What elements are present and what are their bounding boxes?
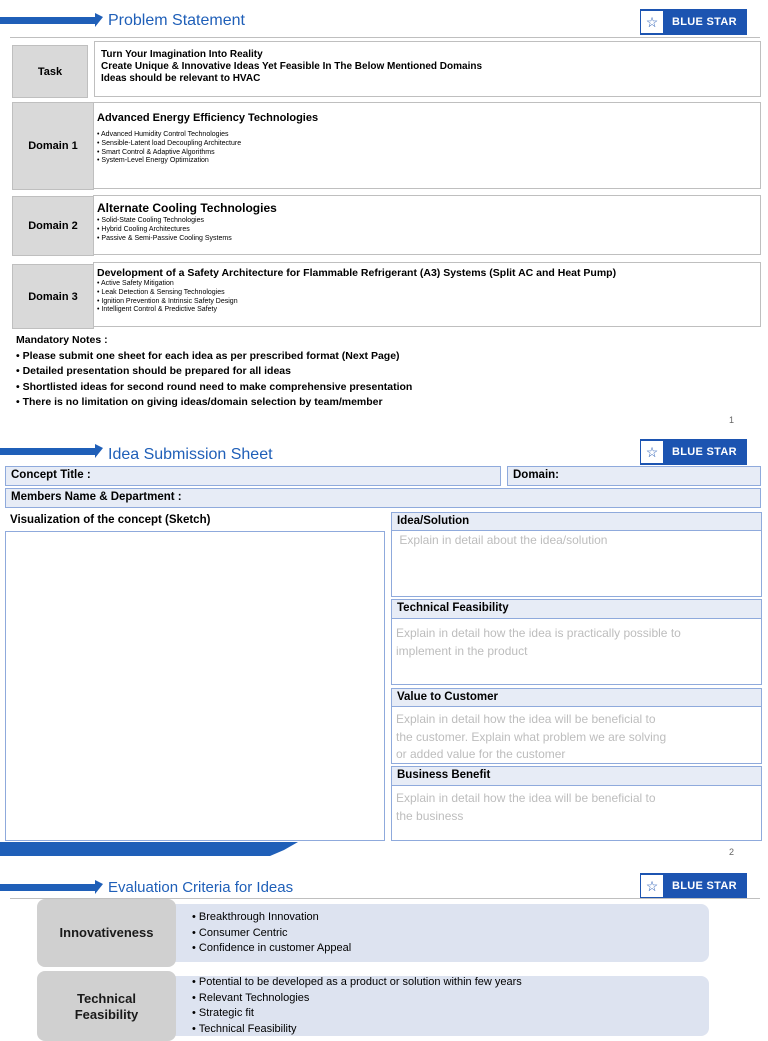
title-bar-arrow [95,444,103,458]
domain-1-item: • Sensible-Latent load Decoupling Architecture [97,140,760,149]
page-title: Idea Submission Sheet [108,446,273,463]
logo-text: BLUE STAR [672,880,737,892]
business-benefit-label: Business Benefit [391,766,762,786]
hint-line: implement in the product [396,643,528,658]
value-to-customer-hint [396,711,666,758]
domain-1-item: • Advanced Humidity Control Technologies [97,131,760,140]
task-box [94,41,761,97]
page-title: Evaluation Criteria for Ideas [108,879,294,896]
page-number: 1 [729,415,735,425]
sketch-divider [5,531,385,532]
hint-line: Explain in detail how the idea is practically possible to [396,626,681,640]
criteria-label-line: Technical [76,991,136,1006]
title-bar [0,448,96,455]
hint-line: Explain in detail about the idea/solution [396,533,608,547]
domain-2-box [93,195,761,255]
note-line: • Please submit one sheet for each idea as per prescribed format (Next Page) [16,349,412,365]
domain-1-item: • System-Level Energy Optimization [97,157,760,166]
criteria-label-line: Feasibility [74,1007,139,1022]
criteria-point: • Potential to be developed as a product or solution within few years [192,975,522,991]
domain-field[interactable]: Domain: [507,466,761,486]
title-bar-arrow [95,880,103,894]
logo-text: BLUE STAR [672,446,737,458]
criteria-point: • Breakthrough Innovation [192,910,351,926]
domain-3-item: • Intelligent Control & Predictive Safety [97,306,760,315]
footer-band-lower [0,850,284,856]
domain-2-item: • Passive & Semi-Passive Cooling Systems [97,235,760,244]
domain-3-title: Development of a Safety Architecture for Flammable Refrigerant (A3) Systems (Split AC and Heat Pump) [97,267,617,279]
title-bar [0,17,96,24]
domain-1-box [93,102,761,189]
innovativeness-points [192,910,351,957]
technical-feasibility-label: Technical Feasibility [391,599,762,619]
hint-line: Explain in detail how the idea will be beneficial to [396,791,656,805]
task-line: Turn Your Imagination Into Reality [101,49,263,60]
header-divider [10,37,760,38]
notes-heading: Mandatory Notes : [16,334,108,346]
domain-3-label: Domain 3 [12,264,94,329]
criteria-point: • Technical Feasibility [192,1022,522,1038]
note-line: • Detailed presentation should be prepared for all ideas [16,364,412,380]
footer-band [0,842,298,850]
criteria-label-line: Innovativeness [59,925,154,940]
criteria-point: • Confidence in customer Appeal [192,941,351,957]
task-line: Ideas should be relevant to HVAC [101,73,261,84]
domain-1-title: Advanced Energy Efficiency Technologies [97,112,319,124]
idea-solution-hint [396,532,607,550]
innovativeness-label [37,899,176,967]
value-to-customer-label: Value to Customer [391,688,762,707]
domain-3-box [93,262,761,327]
domain-1-label: Domain 1 [12,102,94,190]
blue-star-logo [640,439,747,465]
idea-solution-label: Idea/Solution [391,512,762,531]
title-bar-arrow [95,13,103,27]
domain-3-item: • Leak Detection & Sensing Technologies [97,289,760,298]
sketch-label: Visualization of the concept (Sketch) [5,512,385,531]
title-bar [0,884,96,891]
domain-3-item: • Ignition Prevention & Intrinsic Safety Design [97,298,760,307]
note-line: • Shortlisted ideas for second round need to make comprehensive presentation [16,380,412,396]
page-number: 2 [729,847,735,857]
task-line: Create Unique & Innovative Ideas Yet Feasible In The Below Mentioned Domains [101,61,483,72]
hint-line: the business [396,808,464,823]
business-benefit-hint [396,790,656,825]
star-icon: ☆ [641,441,663,463]
hint-line: Explain in detail how the idea will be beneficial to [396,712,656,726]
star-icon: ☆ [641,11,663,33]
mandatory-notes [16,333,412,411]
criteria-point: • Strategic fit [192,1006,522,1022]
logo-text: BLUE STAR [672,16,737,28]
note-line: • There is no limitation on giving ideas/domain selection by team/member [16,395,412,411]
domain-2-item: • Hybrid Cooling Architectures [97,226,760,235]
technical-feasibility-hint [396,625,681,660]
domain-1-item: • Smart Control & Adaptive Algorithms [97,149,760,158]
page-title: Problem Statement [108,12,245,29]
criteria-point: • Consumer Centric [192,926,351,942]
sketch-area[interactable] [5,512,385,841]
members-field[interactable]: Members Name & Department : [5,488,761,508]
concept-title-field[interactable]: Concept Title : [5,466,501,486]
task-label: Task [12,45,88,98]
technical-feasibility-criteria-label [37,971,176,1041]
domain-2-title: Alternate Cooling Technologies [97,201,277,215]
blue-star-logo [640,873,747,899]
blue-star-logo [640,9,747,35]
hint-line: or added value for the customer [396,747,566,758]
criteria-point: • Relevant Technologies [192,991,522,1007]
hint-line: the customer. Explain what problem we are solving [396,729,667,744]
domain-2-item: • Solid-State Cooling Technologies [97,217,760,226]
domain-3-item: • Active Safety Mitigation [97,280,760,289]
domain-2-label: Domain 2 [12,196,94,256]
star-icon: ☆ [641,875,663,897]
technical-feasibility-points [192,975,522,1037]
